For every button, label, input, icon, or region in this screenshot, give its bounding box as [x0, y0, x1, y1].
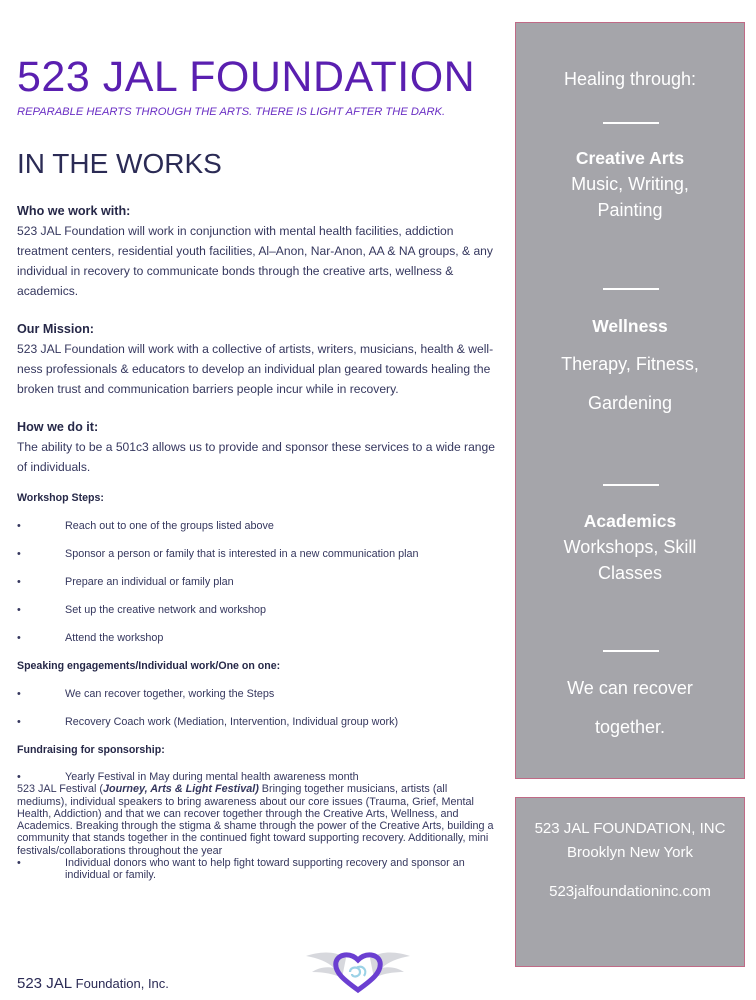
mission-body: 523 JAL Foundation will work with a collective of artists, writers, musicians, health & well-ness professionals & educators to develop an individual plan geared towards healing the broken trust and communication barriers people incur while in recovery.	[17, 342, 494, 396]
academics-body: Workshops, Skill Classes	[563, 537, 697, 583]
list-item: • Individual donors who want to help fight toward supporting recovery and sponsor an individual or family.	[17, 857, 465, 882]
list-item: • Prepare an individual or family plan	[17, 576, 234, 588]
winged-heart-icon	[304, 944, 412, 994]
wellness-heading: Wellness	[592, 316, 668, 336]
speaking-heading: Speaking engagements/Individual work/One on one:	[17, 660, 281, 672]
how-body: The ability to be a 501c3 allows us to provide and sponsor these services to a wide range of individuals.	[17, 440, 495, 474]
list-item: • Yearly Festival in May during mental health awareness month	[17, 771, 359, 783]
festival-description: 523 JAL Festival (Journey, Arts & Light Festival) Bringing together musicians, artists (all mediums), individual speakers to bring awareness about our core issues (Trauma, Grief, Mental Health, Addiction) and that we can recover together through the Creative Arts, Wellness, and Academics. Breaking through the stigma & shame through the power of the Creative Arts, building a community that stands together in the continued fight toward supporting recovery. Additionally, mini festivals/collaborations throughout the year	[17, 783, 494, 857]
fundraising-heading: Fundraising for sponsorship:	[17, 744, 165, 756]
workshop-heading: Workshop Steps:	[17, 492, 104, 504]
contact-location: Brooklyn New York	[567, 844, 693, 861]
mission-heading: Our Mission:	[17, 322, 94, 336]
creative-arts-heading: Creative Arts	[575, 148, 685, 168]
list-item: • Recovery Coach work (Mediation, Intervention, Individual group work)	[17, 716, 399, 728]
section-title: IN THE WORKS	[17, 148, 222, 179]
divider	[603, 484, 659, 486]
divider	[603, 122, 659, 124]
contact-panel	[515, 797, 745, 967]
contact-website-link[interactable]: 523jalfoundationinc.com	[549, 883, 711, 900]
who-body: 523 JAL Foundation will work in conjunction with mental health facilities, addiction treatment centers, residential youth facilities, Al–Anon, Nar-Anon, AA & NA groups, & any individual in recovery to communicate bonds through the creative arts, wellness & academics.	[17, 224, 493, 298]
how-heading: How we do it:	[17, 420, 99, 434]
page-title: 523 JAL FOUNDATION	[17, 53, 476, 101]
academics-heading: Academics	[583, 511, 677, 531]
fundraising-block	[17, 771, 497, 882]
sidebar-panel	[515, 22, 745, 779]
sidebar-closing: We can recover together.	[567, 678, 693, 737]
speaking-list	[17, 687, 497, 729]
who-heading: Who we work with:	[17, 204, 131, 218]
contact-org: 523 JAL FOUNDATION, INC	[534, 820, 726, 837]
footer-organization: 523 JAL Foundation, Inc.	[17, 975, 169, 992]
divider	[603, 288, 659, 290]
main-content	[17, 201, 497, 882]
list-item: • Set up the creative network and workshop	[17, 604, 267, 616]
list-item: • Attend the workshop	[17, 632, 164, 644]
creative-arts-body: Music, Writing, Painting	[571, 174, 689, 220]
divider	[603, 650, 659, 652]
sidebar-lead: Healing through:	[563, 69, 697, 89]
wellness-body: Therapy, Fitness, Gardening	[561, 354, 699, 413]
list-item: • Sponsor a person or family that is interested in a new communication plan	[17, 548, 419, 560]
list-item: • We can recover together, working the Steps	[17, 688, 275, 700]
tagline: REPARABLE HEARTS THROUGH THE ARTS. THERE IS LIGHT AFTER THE DARK.	[17, 106, 446, 118]
workshop-list	[17, 519, 497, 645]
list-item: • Reach out to one of the groups listed above	[17, 520, 274, 532]
